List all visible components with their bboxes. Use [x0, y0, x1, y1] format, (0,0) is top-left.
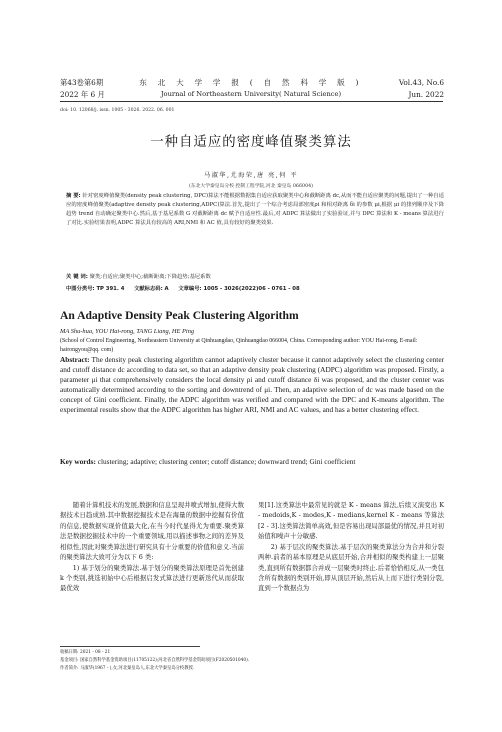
- abstract-en-text: The density peak clustering algorithm cannot adaptively cluster because it cannot adaptively select the clustering center and cutoff distance dc according to data set, so that an adaptive density peak clustering (ADPC) algorithm was proposed. Firstly, a parameter μi that comprehensively considers the local density ρi and cutoff distance δi was proposed, and the cluster center was automatically determined according to the sorting and downtrend of μi. Then, an adaptive selection of dc was made based on the concept of Gini coefficient. Finally, the ADPC algorithm was verified and compared with the DPC and K-means algorithm. The experimental results show that the ADPC algorithm has higher ARI, NMI and AC values, and has a better clustering effect.: [60, 355, 444, 415]
- footnote-received: 收稿日期: 2021 - 08 - 21: [60, 650, 111, 655]
- document-code: 文献标志码: A: [134, 286, 169, 292]
- body-column-left: [60, 500, 244, 594]
- keywords-en-text: clustering; adaptive; clustering center; cutoff distance; downward trend; Gini coefficient: [97, 457, 356, 466]
- paragraph: 2) 基于层次的聚类算法.基于层次的聚类算法分为合并和分裂两种.前者的基本原理是从底层开始,合并相似的聚类构建上一层聚类,直到所有数据都合并成一层聚类时终止.后者恰恰相反,从一类包含所有数据的类别开始,即从顶层开始,然后从上而下进行类别分裂,直到一个数据点为: [258, 542, 444, 593]
- volume-issue-cn: 第43卷第6期: [60, 78, 104, 87]
- authors-en: MA Shu-hua, YOU Hai-rong, TANG Liang, HE Ping: [60, 328, 195, 335]
- abstract-cn: [66, 192, 444, 228]
- title-cn: 一种自适应的密度峰值聚类算法: [150, 135, 352, 150]
- article-number: 文章编号: 1005 - 3026(2022)06 - 0761 - 08: [178, 286, 300, 292]
- keywords-cn-label: 关 键 词:: [66, 274, 88, 280]
- volume-issue-en: Vol.43, No.6: [398, 78, 444, 87]
- affiliation-cn: (东北大学秦皇岛分校 控制工程学院,河北 秦皇岛 066004): [188, 184, 314, 189]
- header-rule: [60, 101, 443, 102]
- title-en: An Adaptive Density Peak Clustering Algorithm: [60, 309, 299, 322]
- affiliation-en: (School of Control Engineering, Northeastern University at Qinhuangdao, Qinhuangdao 066004, China. Corresponding author: YOU Hai-rong, E-mail: hairongyou@qq. com): [60, 338, 418, 353]
- date-cn: 2022 年 6 月: [60, 90, 105, 99]
- abstract-en: [60, 355, 444, 415]
- journal-title-cn: 东 北 大 学 学 报 ( 自 然 科 学 版 ): [139, 78, 363, 87]
- clc-number: 中图分类号: TP 391. 4: [66, 286, 125, 292]
- abstract-cn-text: 针对密度峰值聚类(density peak clustering, DPC)算法不能根据数据集自适应获取聚类中心和截断距离 dc,从而不能自适应聚类的问题,提出了一种自适应的密度峰值聚类(adaptive density peak clustering,ADPC)算法.首先,提出了一个综合考虑局部密度ρi 和相对距离 δi 的参数 μi,根据 μi 的排列顺序及下降趋势 trend 自动确定聚类中心.然后,基于基尼系数 G 对截断距离 dc 赋予自适应性.最后,对 ADPC 算法做出了实验验证,并与 DPC 算法和 K - means 算法进行了对比.实验结果表明,ADPC 算法具有较高的 ARI,NMI 和 AC 值,具有较好的聚类效果.: [66, 193, 444, 227]
- journal-title-en: Journal of Northeastern University( Natural Science): [160, 90, 342, 98]
- classification-row: [66, 284, 308, 292]
- body-column-right: [258, 500, 444, 594]
- keywords-cn: [66, 273, 444, 282]
- abstract-en-label: Abstract:: [60, 355, 90, 364]
- abstract-cn-label: 摘 要:: [66, 193, 81, 199]
- paragraph: 随着计算机技术的发展,数据和信息呈现井喷式增加,使得大数据技术日趋成熟.其中数据挖掘技术是在海量的数据中挖掘有价值的信息,使数据实现价值最大化,在当今时代显得尤为重要.聚类算法是数据挖掘技术中的一个重要领域,用以描述事物之间的差异及相似性,因此对聚类算法进行研究具有十分重要的价值和意义.当前的聚类算法大致可分为以下 6 类:: [60, 501, 244, 562]
- keywords-en: [60, 457, 444, 467]
- footnote-rule: [60, 646, 200, 647]
- footnote-fund: 基金项目: 国家自然科学基金资助项目(11705122);河北省自然科学基金资助项目(F2020501040).: [60, 658, 250, 663]
- keywords-cn-text: 聚类;自适应;聚类中心;截断距离;下降趋势;基尼系数: [89, 274, 211, 280]
- doi: doi: 10. 12068/j. issn. 1005 - 3026. 2022. 06. 001: [60, 108, 175, 113]
- authors-cn: 马淑华,尤海荣,唐 亮,何 平: [203, 172, 299, 179]
- keywords-en-label: Key words:: [60, 457, 96, 466]
- footnote-author: 作者简介: 马淑华(1967 - ),女,河北秦皇岛人,东北大学秦皇岛分校教授.: [60, 666, 195, 671]
- paragraph: 1) 基于划分的聚类算法.基于划分的聚类算法原理是首先创建 k 个类别,挑选初始中心后根据启发式算法进行更新迭代从而获取最优效: [60, 563, 244, 593]
- date-en: Jun. 2022: [408, 90, 444, 99]
- paragraph: 果[1].这类算法中最常见的就是 K - means 算法,后续又演变出 K - medoids,K - modes,K - medians,kernel K - means 等算法[2 - 3].这类算法简单高效,但是容易出现局部最优的情况,并且对初始值和噪声十分敏感.: [258, 501, 444, 541]
